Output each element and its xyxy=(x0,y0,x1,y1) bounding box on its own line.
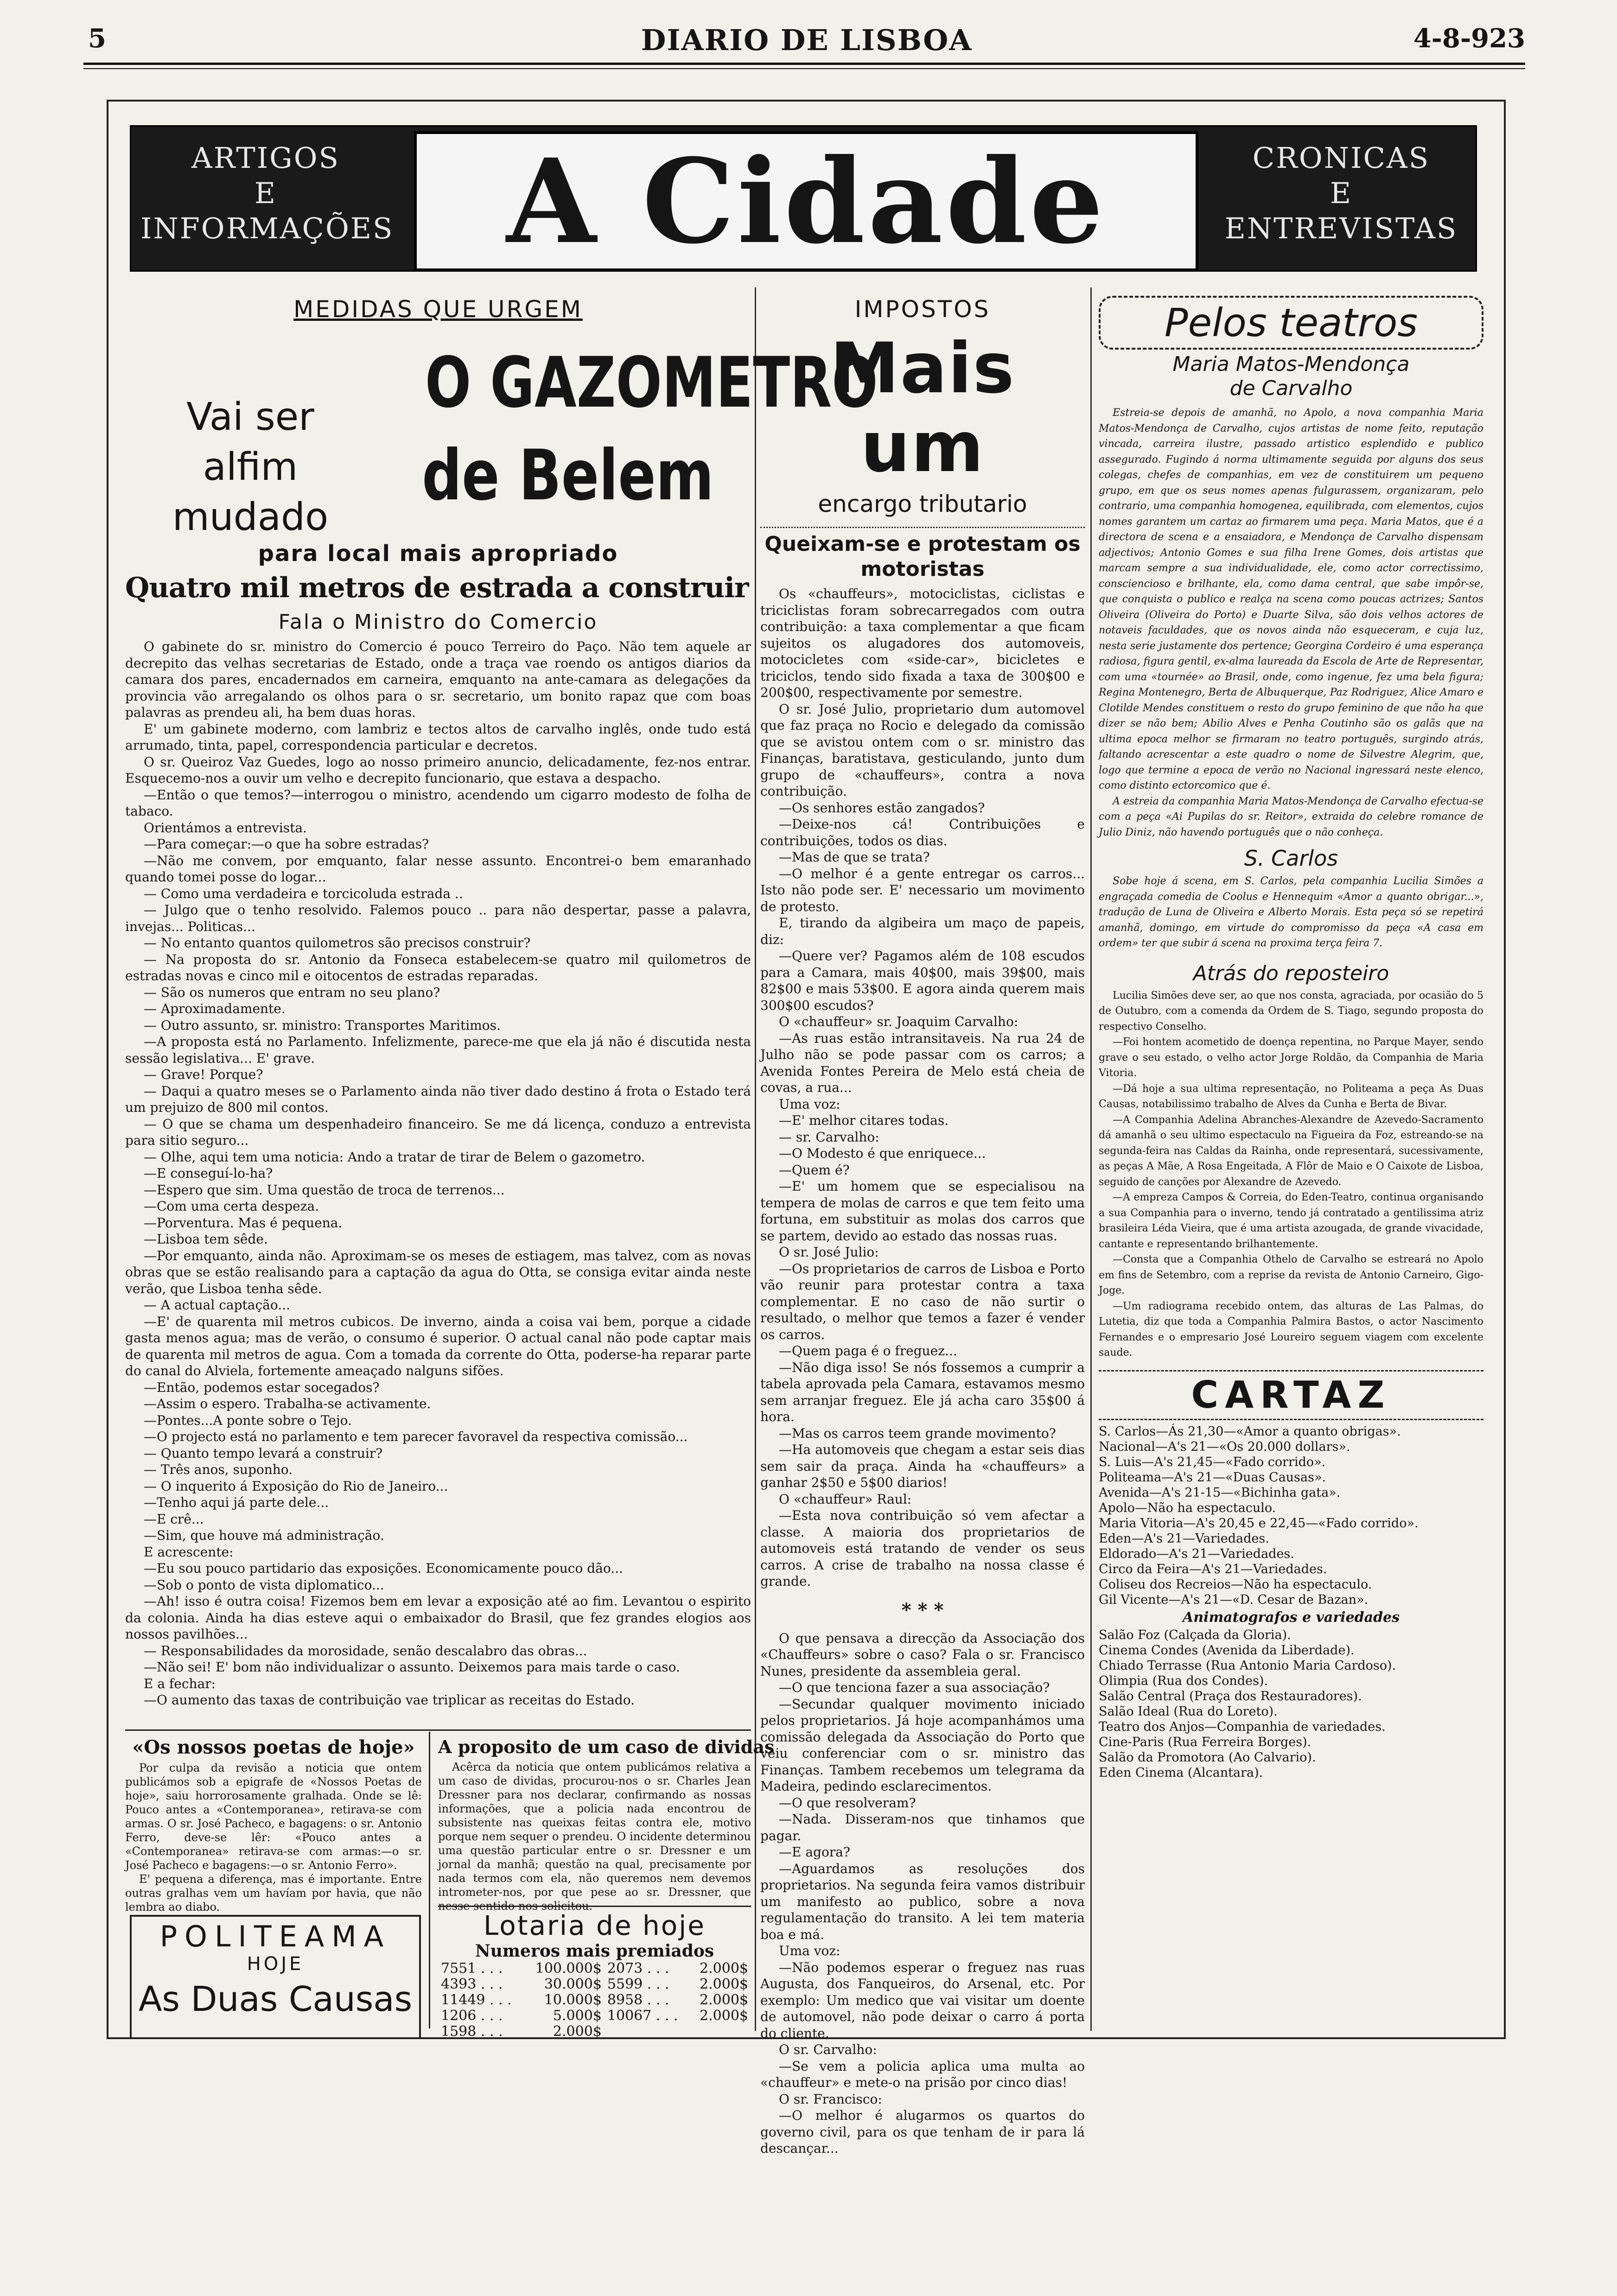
article-kicker: IMPOSTOS xyxy=(854,296,991,323)
column-divider xyxy=(755,287,756,2031)
paragraph: E, tirando da algibeira um maço de papeis, diz: xyxy=(760,915,1085,947)
article-body xyxy=(760,586,1085,1590)
lotaria xyxy=(438,1906,751,2040)
paragraph: —Sim, que houve má administração. xyxy=(144,1528,384,1543)
lotaria-title: Lotaria de hoje xyxy=(484,1910,706,1941)
banner-right-line: CRONICAS xyxy=(1252,141,1430,175)
banner-left-line: ARTIGOS xyxy=(191,141,340,175)
poetas-title: «Os nossos poetas de hoje» xyxy=(132,1736,415,1758)
deck: Queixam-se e protestam os motoristas xyxy=(764,532,1081,581)
teatros-sub-line: Maria Matos-Mendonça xyxy=(1172,352,1410,376)
lotaria-row xyxy=(438,1961,751,1977)
listing-item: S. Luis—A's 21,45—«Fado corrido». xyxy=(1099,1454,1326,1469)
listing-item: Politeama—A's 21—«Duas Causas». xyxy=(1099,1470,1326,1485)
headline xyxy=(385,337,878,522)
paragraph: Uma voz: xyxy=(779,1943,840,1958)
banner-right-line: ENTREVISTAS xyxy=(1224,211,1458,245)
paragraph: —Ah! isso é outra coisa! Fizemos bem em levar a exposição até ao fim. Levantou o espirito da colonia. Ainda ha dias esteve aqui o embaixador do Brasil, que fez grandes elogios aos nossos pavilhões... xyxy=(125,1594,751,1642)
listing-item: Nacional—A's 21—«Os 20.000 dollars». xyxy=(1099,1439,1350,1454)
lotaria-cell: 2.000$ xyxy=(553,2023,602,2040)
lead-left-line: Vai ser xyxy=(186,395,314,439)
paragraph: —Quere ver? Pagamos além de 108 escudos para a Camara, mais 40$00, mais 39$00, mais 82$00 e mais 53$00. E agora ainda querem mais 300$00 escudos? xyxy=(760,948,1085,1013)
paragraph: Os «chauffeurs», motociclistas, ciclistas e triciclistas foram sobrecarregados com outra contribuição: a taxa complementar a que ficam sujeitos os alugadores dos automoveis, motocicletes com «side-car», bicicletes e triciclos, tendo sido fixada a taxa de 300$00 e 200$00, respectivamente por semestre. xyxy=(760,586,1085,700)
paragraph: —Então o que temos?—interrogou o ministro, acendendo um cigarro modesto de folha de tabaco. xyxy=(125,787,751,819)
lotaria-cell: 100.000$ xyxy=(535,1960,602,1977)
teatros-sub xyxy=(1099,352,1483,401)
lotaria-cell: 1598 . . . xyxy=(441,2023,503,2040)
paragraph: —Deixe-nos cá! Contribuições e contribuições, todos os dias. xyxy=(760,816,1085,848)
paragraph: — No entanto quantos quilometros são precisos construir? xyxy=(144,935,531,950)
cartaz-rule xyxy=(1099,1419,1483,1420)
politeama-play: As Duas Causas xyxy=(138,1979,413,2019)
lotaria-cell: 10.000$ xyxy=(544,1992,602,2008)
banner-left xyxy=(140,140,394,256)
bottom-rule xyxy=(125,1729,751,1731)
paragraph: — Aproximadamente. xyxy=(144,1001,286,1016)
paragraph: O sr. José Julio, proprietario dum automovel que faz praça no Rocio e delegado da comissão que se avistou ontem com o sr. ministro das Finanças, baratistava, gesticulando, junto dum grupo de «chauffeurs», contra a nova contribuição. xyxy=(760,701,1085,799)
cinema-list xyxy=(1099,1627,1483,1780)
cartaz-rule xyxy=(1099,1370,1483,1371)
paragraph: Uma voz: xyxy=(779,1096,840,1112)
paragraph: —O melhor é alugarmos os quartos do governo civil, para os que tenham de ir para lá descançar... xyxy=(760,2108,1085,2156)
listing-item: Eldorado—A's 21—Variedades. xyxy=(1099,1546,1294,1561)
impostos-article xyxy=(760,292,1085,2157)
paragraph: —Não me convem, por emquanto, falar nesse assunto. Encontrei-o bem emaranhado quando tomei posse do logar... xyxy=(125,853,751,885)
paragraph: —Não sei! E' bom não individualizar o assunto. Deixemos para mais tarde o caso. xyxy=(144,1659,680,1675)
poetas-note xyxy=(125,1736,422,1914)
carlos-title: S. Carlos xyxy=(1244,846,1338,871)
paragraph: — Outro assunto, sr. ministro: Transportes Maritimos. xyxy=(144,1017,501,1033)
banner-right xyxy=(1216,140,1466,256)
paragraph: —O que resolveram? xyxy=(779,1795,916,1811)
lotaria-row xyxy=(438,2008,751,2024)
banner-left-line: INFORMAÇÕES xyxy=(140,211,394,245)
listing-item: Cinema Condes (Avenida da Liberdade). xyxy=(1099,1643,1355,1658)
paragraph: E a fechar: xyxy=(144,1676,216,1691)
paragraph: — Daqui a quatro meses se o Parlamento ainda não tiver dado destino á frota o Estado terá um prejuizo de 800 mil contos. xyxy=(125,1083,751,1115)
lotaria-cell xyxy=(605,2024,690,2040)
teatros-title: Pelos teatros xyxy=(1164,300,1418,345)
paragraph: O sr. José Julio: xyxy=(779,1244,879,1260)
teatros-text-2: A estreia da companhia Maria Matos-Mendonça de Carvalho efectua-se com a peça «Ai Pupilas do sr. Reitor», extraida do celebre romance de Julio Diniz, não havendo português que o não conheça. xyxy=(1099,795,1483,838)
paragraph: E acrescente: xyxy=(144,1544,234,1560)
listing-item: Circo da Feira—A's 21—Variedades. xyxy=(1099,1562,1327,1576)
ornament-rule xyxy=(760,527,1085,528)
lotaria-row xyxy=(438,1992,751,2008)
listing-item: Gil Vicente—A's 21—«D. Cesar de Bazan». xyxy=(1099,1592,1369,1607)
paragraph: Lucilia Simões deve ser, ao que nos consta, agraciada, por ocasião do 5 de Outubro, com a comenda da Ordem de S. Tiago, segundo proposta do respectivo Conselho. xyxy=(1099,989,1483,1033)
paragraph: —O aumento das taxas de contribuição vae triplicar as receitas do Estado. xyxy=(144,1692,635,1708)
listing-item: Salão da Promotora (Ao Calvario). xyxy=(1099,1750,1316,1765)
paragraph: —Com uma certa despeza. xyxy=(144,1199,319,1214)
paragraph: —E' um homem que se especialisou na tempera de molas de carros e que tem feito uma fortuna, em substituir as molas dos carros que se partem, devido ao estado das nossas ruas. xyxy=(760,1179,1085,1244)
lotaria-row xyxy=(438,1977,751,1992)
paragraph: —E agora? xyxy=(779,1844,850,1860)
lotaria-table xyxy=(438,1961,751,2040)
listing-item: Salão Central (Praça dos Restauradores). xyxy=(1099,1689,1362,1703)
dividas-note xyxy=(438,1736,775,1913)
paragraph: O sr. Carvalho: xyxy=(779,2042,877,2057)
paragraph: —As ruas estão intransitaveis. Na rua 24 de Julho não se pode passar com os carros; a Avenida Fontes Pereira de Melo está cheia de covas, a rua... xyxy=(760,1030,1085,1095)
listing-item: Maria Vitoria—A's 20,45 e 22,45—«Fado corrido». xyxy=(1099,1516,1419,1531)
paragraph: —Quem é? xyxy=(779,1162,850,1178)
paragraph: —Os senhores estão zangados? xyxy=(779,800,985,816)
lotaria-cell: 2.000$ xyxy=(700,1976,748,1992)
paragraph: —Esta nova contribuição só vem afectar a classe. A maioria dos proprietarios de automoveis está tratando de vender os seus carros. A crise de trabalho na nossa classe é grande. xyxy=(760,1508,1085,1589)
paragraph: —Sob o ponto de vista diplomatico... xyxy=(144,1577,384,1593)
listing-item: Eden Cinema (Alcantara). xyxy=(1099,1765,1263,1780)
headline-line-1: O GAZOMETRO xyxy=(425,343,878,423)
paragraph: — Responsabilidades da morosidade, senão descalabro das obras... xyxy=(144,1643,587,1658)
paragraph: —Aguardamos as resoluções dos proprietarios. Na segunda feira vamos distribuir um manifesto ao publico, sobre a nova regulamentação do transito. A lei tem materia boa e má. xyxy=(760,1861,1085,1942)
lotaria-cell: 1206 . . . xyxy=(441,2008,503,2024)
paragraph: — São os numeros que entram no seu plano? xyxy=(144,984,440,1000)
paragraph: —Mas de que se trata? xyxy=(779,849,930,865)
paragraph: —E' de quarenta mil metros cubicos. De inverno, ainda a coisa vai bem, porque a cidade gasta menos agua; mas de verão, o consumo é superior. O actual canal não pode captar mais de quarenta mil metros de agua. Com a tomada da corrente do Otta, poderse-ha reparar parte do canal do Alviela, fortemente ameaçado nalguns sifões. xyxy=(125,1314,751,1378)
article-body xyxy=(125,638,751,1709)
banner-right-line: E xyxy=(1330,176,1353,210)
dividas-title: A proposito de um caso de dividas xyxy=(438,1736,775,1757)
header-rule-thin xyxy=(83,68,1525,69)
section-separator: * * * xyxy=(901,1599,944,1621)
paragraph: —Quem paga é o freguez... xyxy=(779,1343,957,1358)
lotaria-cell: 5.000$ xyxy=(553,2008,602,2024)
paragraph: — O que se chama um despenhadeiro financeiro. Se me dá licença, conduzo a entrevista para sitio seguro... xyxy=(125,1116,751,1148)
column-divider xyxy=(1090,287,1092,2031)
paragraph: —Tenho aqui já parte dele... xyxy=(144,1495,329,1510)
listing-item: S. Carlos—Ás 21,30—«Amor a quanto obrigas». xyxy=(1099,1424,1401,1439)
running-head xyxy=(88,23,1525,74)
paragraph: —Os proprietarios de carros de Lisboa e Porto vão reunir para protestar contra a taxa complementar. E no caso de não surtir o resultado, o melhor que temos a fazer é vender os carros. xyxy=(760,1261,1085,1342)
teatros-text: Estreia-se depois de amanhã, no Apolo, a nova companhia Maria Matos-Mendonça de Carvalho, cujos artistas de nome feito, reputação vincada, carreira ilustre, passado artistico esplendido e publico assegurado. Fugindo á norma ultimamente seguida por alguns dos seus colegas, chefes de companhias, em vez de constituirem um pequeno grupo, em que os seus nomes apenas fulgurassem, organizaram, pelo contrario, uma companhia homogenea, equilibrada, com elementos, cujos nomes garantem um cartaz ao firmarem uma peça. Maria Matos, que é a directora de scena e a ensaiadora, e Mendonça de Carvalho dispensam adjectivos; Antonio Gomes e sua filha Irene Gomes, dois artistas que marcam sempre a sua individualidade, ele, como actor correctissimo, consciencioso e brilhante, ela, como dama central, que sabe impôr-se, que conquista o publico e realça na scena como poucas actrizes; Santos Oliveira (Oliveira do Porto) e Duarte Silva, são dois velhos actores de notaveis faculdades, que os novos ainda não esqueceram, e cuja luz, nesta serie justamente dos pertence; Georgina Cordeiro é uma esperança radiosa, figura gentil, ex-alma laureada da Escola de Arte de Representar, com uma «tournée» ao Brasil, onde, como ingenue, fez uma bela figura; Regina Montenegro, Berta de Albuquerque, Paz Rodriguez, Alice Amaro e Clotilde Mendes constituem o resto do grupo feminino de que não ha que dizer se não bem; Abilio Alves e Penha Coutinho são os galãs que na ultima epoca melhor se firmaram no teatro português, surgindo atrás, faltando acrescentar a este quadro o nome de Silvestre Alegrim, que, logo que termine a epoca de verão no Nacional ingressará neste elenco, como distinto ectorcomico que é. xyxy=(1099,407,1483,791)
issue-date: 4-8-923 xyxy=(1413,23,1525,54)
subhead: encargo tributario xyxy=(818,491,1027,517)
box-divider xyxy=(429,1732,430,2028)
paragraph: —E conseguí-lo-ha? xyxy=(144,1166,273,1181)
paragraph: —Se vem a policia aplica uma multa ao «chauffeur» e mete-o na prisão por cinco dias! xyxy=(760,2058,1085,2090)
listing-item: Salão Ideal (Rua do Loreto). xyxy=(1099,1704,1278,1719)
teatros-header xyxy=(1099,296,1483,350)
cinema-title: Animatografos e variedades xyxy=(1182,1609,1400,1626)
paragraph: O «chauffeur» sr. Joaquim Carvalho: xyxy=(779,1014,1019,1029)
paragraph: —A Companhia Adelina Abranches-Alexandre de Azevedo-Sacramento dá amanhã o seu ultimo espectaculo na Figueira da Foz, estreando-se na segunda-feira nas Caldas da Rainha, onde representará, sucessivamente, as peças A Mãe, A Rosa Engeitada, A Flôr de Maio e O Caixote de Lisboa, seguido de canções por Alexandre de Azevedo. xyxy=(1099,1114,1483,1188)
headline: Mais um xyxy=(830,328,1015,488)
lotaria-cell: 30.000$ xyxy=(544,1976,602,1992)
listing-item: Salão Foz (Calçada da Gloria). xyxy=(1099,1627,1291,1642)
lotaria-cell: 2.000$ xyxy=(700,2008,748,2024)
paragraph: —Não podemos esperar o freguez nas ruas Augusta, dos Fanqueiros, do Arsenal, etc. Por exemplo: Um medico que vai visitar um doente de automovel, não pode deixar o carro á porta do cliente. xyxy=(760,1959,1085,2041)
reposteiro-title: Atrás do reposteiro xyxy=(1193,961,1389,985)
paragraph: —Por emquanto, ainda não. Aproximam-se os meses de estiagem, mas talvez, com as novas obras que se estão realisando para a captação da agua do Otta, se consiga evitar ainda neste verão, que Lisboa tenha sêde. xyxy=(125,1248,751,1296)
teatros-sub-line: de Carvalho xyxy=(1229,376,1353,400)
page-number: 5 xyxy=(88,23,106,54)
listing-item: Teatro dos Anjos—Companhia de variedades. xyxy=(1099,1719,1386,1734)
paragraph: —Mas os carros teem grande movimento? xyxy=(779,1425,1056,1441)
poetas-text: Por culpa da revisão a noticia que ontem publicámos sob a epigrafe de «Nossos Poetas de hoje», saiu horrorosamente gralhada. Onde se lê: Pouco antes a «Contemporanea», retirava-se com armas. O sr. José Pacheco, e bagagens: o sr. Antonio Ferro, deve-se lêr: «Pouco antes a «Contemporanea» retirava-se com armas:—o sr. José Pacheco e bagagens:—o sr. Antonio Ferro». xyxy=(125,1761,422,1872)
paragraph: — O inquerito á Exposição do Rio de Janeiro... xyxy=(144,1478,448,1494)
paragraph: —O que tenciona fazer a sua associação? xyxy=(779,1680,1050,1695)
paragraph: O «chauffeur» Raul: xyxy=(779,1491,912,1507)
paragraph: —Porventura. Mas é pequena. xyxy=(144,1215,343,1231)
reposteiro-body xyxy=(1099,988,1483,1361)
paragraph: —E' melhor citares todas. xyxy=(779,1113,949,1128)
teatros-column xyxy=(1099,292,1483,1780)
paragraph: — Julgo que o tenho resolvido. Falemos pouco .. para não despertar, passe a palavra, invejas... Politicas... xyxy=(125,902,751,934)
listing-item: Apolo—Não ha espectaculo. xyxy=(1099,1500,1276,1515)
section-banner xyxy=(130,125,1477,272)
paragraph: —Nada. Disseram-nos que tinhamos que pagar. xyxy=(760,1811,1085,1843)
byline: Fala o Ministro do Comercio xyxy=(278,610,598,634)
lotaria-cell: 5599 . . . xyxy=(607,1976,669,1992)
listing-item: Coliseu dos Recreios—Não ha espectaculo. xyxy=(1099,1577,1372,1592)
paragraph: — Três anos, suponho. xyxy=(144,1462,293,1477)
article-kicker: MEDIDAS QUE URGEM xyxy=(293,296,583,323)
cartaz-title: CARTAZ xyxy=(1191,1373,1391,1416)
lead-left xyxy=(125,392,376,542)
header-rule xyxy=(83,63,1525,65)
lotaria-cell xyxy=(690,2024,751,2040)
listing-item: Avenida—A's 21-15—«Bichinha gata». xyxy=(1099,1485,1341,1500)
poetas-text-2: E' pequena a diferença, mas é importante. Entre outras gralhas vem um havíam por havia, que não lembra ao diabo. xyxy=(125,1873,422,1913)
paragraph: —Para começar:—o que ha sobre estradas? xyxy=(144,836,429,852)
cartaz-list xyxy=(1099,1424,1483,1607)
paragraph: —Lisboa tem sêde. xyxy=(144,1231,268,1247)
paragraph: —Pontes...A ponte sobre o Tejo. xyxy=(144,1412,352,1428)
politeama-when: HOJE xyxy=(247,1953,304,1975)
lotaria-cell: 4393 . . . xyxy=(441,1976,503,1992)
paragraph: —Assim o espero. Trabalha-se activamente. xyxy=(144,1396,431,1411)
paragraph: —O projecto está no parlamento e tem parecer favoravel da respectiva comissão... xyxy=(144,1429,688,1444)
paragraph: — Grave! Porque? xyxy=(144,1067,263,1082)
headline-line-2: de Belem xyxy=(422,435,714,516)
lotaria-cell: 2.000$ xyxy=(700,1992,748,2008)
lotaria-cell: 7551 . . . xyxy=(441,1960,503,1977)
paragraph: —Dá hoje a sua ultima representação, no Politeama a peça As Duas Causas, notabilissimo trabalho de Alves da Cunha e Berta de Bivar. xyxy=(1099,1083,1483,1110)
paragraph: E' um gabinete moderno, com lambriz e tectos altos de carvalho inglês, onde tudo está arrumado, tinta, papel, correspondencia particular e decretos. xyxy=(125,721,751,753)
lotaria-cell: 8958 . . . xyxy=(607,1992,669,2008)
paragraph: — sr. Carvalho: xyxy=(779,1129,879,1145)
paragraph: — Na proposta do sr. Antonio da Fonseca estabelecem-se quatro mil quilometros de estradas novas e cinco mil e oitocentos de estradas reparadas. xyxy=(125,951,751,983)
lotaria-cell: 2073 . . . xyxy=(607,1960,669,1977)
carlos-text: Sobe hoje á scena, em S. Carlos, pela companhia Lucilia Simões a engraçada comedia de Coolus e Hennequim «Amor a quanto obrigar...», tradução de Luna de Oliveira e Alberto Morais. Esta peça só se repetirá amanhã, domingo, em virtude do compromisso da peça «A casa em ordem» ter que subir á scena na proxima terça feira 7. xyxy=(1099,875,1483,949)
subhead: para local mais apropriado xyxy=(258,541,618,567)
listing-item: Chiado Terrasse (Rua Antonio Maria Cardoso). xyxy=(1099,1658,1396,1673)
paragraph: Orientámos a entrevista. xyxy=(144,820,307,835)
politeama-ad xyxy=(130,1915,421,2039)
paragraph: O sr. Francisco: xyxy=(779,2091,882,2107)
paragraph: —Ha automoveis que chegam a estar seis dias sem sair da praça. Ainda ha «chauffeurs» a ganhar 2$50 e 5$00 diarios! xyxy=(760,1442,1085,1490)
paragraph: —Então, podemos estar socegados? xyxy=(144,1379,380,1395)
paragraph: — Como uma verdadeira e torcicoluda estrada .. xyxy=(144,886,463,901)
listing-item: Cine-Paris (Rua Ferreira Borges). xyxy=(1099,1735,1311,1749)
lotaria-row xyxy=(438,2024,751,2040)
paragraph: —A proposta está no Parlamento. Infelizmente, parece-me que ela já não é discutida nesta sessão legislativa... E' grave. xyxy=(125,1034,751,1066)
paragraph: —A empreza Campos & Correia, do Eden-Teatro, continua organisando a sua Companhia para o inverno, tendo já contratado a gentilissima atriz brasileira Léda Vieira, que é uma artista azougada, de grande vivacidade, cantante e representando brilhantemente. xyxy=(1099,1192,1483,1250)
paragraph: —Espero que sim. Uma questão de troca de terrenos... xyxy=(144,1182,505,1198)
headline-block xyxy=(125,323,878,541)
banner-title: A Cidade xyxy=(414,131,1198,271)
listing-item: Eden—A's 21—Variedades. xyxy=(1099,1531,1269,1546)
lotaria-subtitle: Numeros mais premiados xyxy=(475,1941,714,1961)
lotaria-cell: 11449 . . . xyxy=(441,1992,512,2008)
paragraph: —E crê... xyxy=(144,1511,204,1527)
paragraph: —Secundar qualquer movimento iniciado pelos proprietarios. Já hoje acompanhámos uma comissão delegada da Associação do Porto que veiu conferenciar com o sr. ministro das Finanças. Tambem recebemos um telegrama da Madeira, pedindo esclarecimentos. xyxy=(760,1696,1085,1794)
listing-item: Olimpia (Rua dos Condes). xyxy=(1099,1673,1268,1688)
article-body-2 xyxy=(760,1630,1085,2157)
paragraph: —O melhor é a gente entregar os carros... Isto não pode ser. E' necessario um movimento de protesto. xyxy=(760,866,1085,914)
paragraph: O que pensava a direcção da Associação dos «Chauffeurs» sobre o caso? Fala o sr. Francisco Nunes, presidente da assembleia geral. xyxy=(760,1630,1085,1679)
paragraph: O gabinete do sr. ministro do Comercio é pouco Terreiro do Paço. Não tem aquele ar decrepito das velhas secretarias de Estado, onde a traça vae roendo os antigos diarios da camara dos pares, encadernados em carneira, emquanto na ante-camara as delegações da provincia vão arregalando os olhos para o sr. secretario, um bonito rapaz que com boas palavras as prendeu ali, ha bem duas horas. xyxy=(125,639,751,720)
paragraph: — A actual captação... xyxy=(144,1297,290,1313)
paragraph: — Olhe, aqui tem uma noticia: Ando a tratar de tirar de Belem o gazometro. xyxy=(144,1149,645,1165)
lotaria-cell: 10067 . . . xyxy=(607,2008,678,2024)
politeama-name: POLITEAMA xyxy=(159,1920,391,1953)
lead-left-line: alfim mudado xyxy=(172,445,329,539)
deck: Quatro mil metros de estrada a construir xyxy=(125,572,749,604)
paragraph: —Um radiograma recebido ontem, das alturas de Las Palmas, do Lutetia, diz que toda a Companhia Palmira Bastos, o actor Nascimento Fernandes e o empresario José Loureiro seguem viagem com excelente saude. xyxy=(1099,1300,1483,1358)
paragraph: —Consta que a Companhia Othelo de Carvalho se estreará no Apolo em fins de Setembro, com a reprise da revista de Antonio Carneiro, Gigo-Joge. xyxy=(1099,1254,1483,1296)
paragraph: —O Modesto é que enriquece... xyxy=(779,1146,986,1161)
paragraph: —Não diga isso! Se nós fossemos a cumprir a tabela aprovada pela Camara, estavamos mesmo sem arranjar freguez. Ele já acha caro 35$00 á hora. xyxy=(760,1359,1085,1424)
paragraph: O sr. Queiroz Vaz Guedes, logo ao nosso primeiro anuncio, delicadamente, fez-nos entrar. Esquecemo-nos a ouvir um velho e decrepito funcionario, que estava a despacho. xyxy=(125,754,751,786)
lotaria-cell: 2.000$ xyxy=(700,1960,748,1977)
paragraph: —Eu sou pouco partidario das exposições. Economicamente pouco dão... xyxy=(144,1561,623,1576)
paragraph: — Quanto tempo levará a construir? xyxy=(144,1445,383,1461)
newspaper-name: DIARIO DE LISBOA xyxy=(641,23,973,57)
paragraph: —Foi hontem acometido de doença repentina, no Parque Mayer, sendo grave o seu estado, o velho actor Jorge Roldão, da Companhia de Maria Vitoria. xyxy=(1099,1036,1483,1079)
banner-left-line: E xyxy=(254,176,277,210)
dividas-text: Acêrca da noticia que ontem publicámos relativa a um caso de dividas, procurou-nos o sr. Charles Jean Dressner para nos declarar, confirmando as nossas informações, que a policia nada encontrou de subsistente nas queixas feitas contra ele, motivo porque nem sequer o prendeu. O incidente determinou uma questão particular entre o sr. Dressner e um jornal da manhã; questão na qual, precisamente por nada termos com ela, não queremos nem devemos intrometer-nos, por que pese ao sr. Dressner, que nesse sentido nos solicitou. xyxy=(438,1760,751,1913)
